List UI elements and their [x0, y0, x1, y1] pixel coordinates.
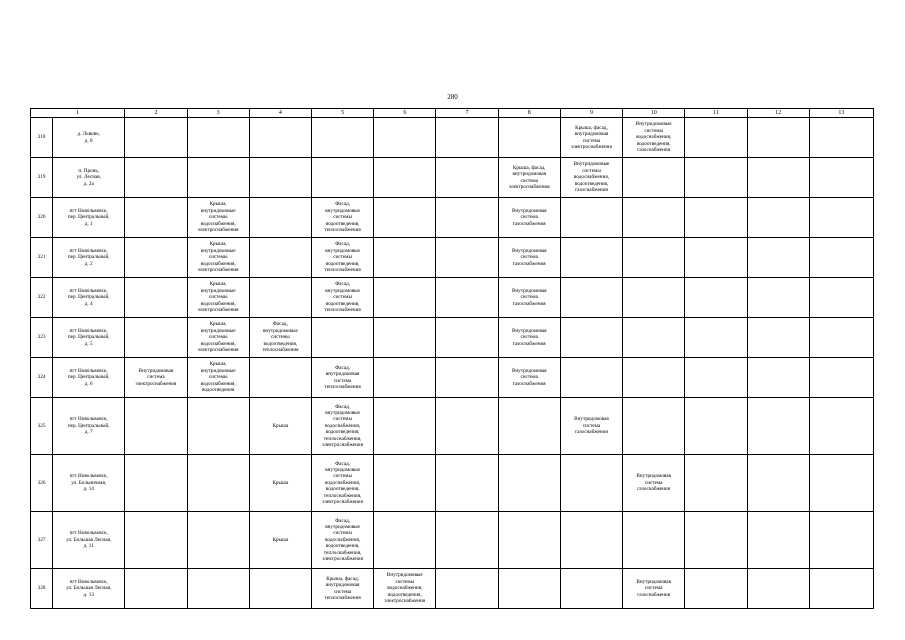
- work-cell-col-3: Крыша, внутридомовые системы водоснабжения, электроснабжения: [187, 238, 249, 278]
- work-cell-col-2: [125, 118, 187, 158]
- work-cell-col-7: [436, 158, 498, 198]
- work-cell-col-9: Внутридомовые системы водоснабжения, водоотведения, газоснабжения: [560, 158, 622, 198]
- work-cell-col-11: [685, 158, 747, 198]
- work-cell-col-3: Крыша, внутридомовые системы водоснабжения, электроснабжения: [187, 198, 249, 238]
- work-cell-col-5: Фасад, внутридомовые системы водоснабжения, водоотведения, теплоснабжения, электроснабжения: [311, 455, 373, 512]
- address-cell: пгт Новольвовск, пер. Центральный, д. 4: [53, 278, 125, 318]
- work-cell-col-8: Внутридомовая система газоснабжения: [498, 198, 560, 238]
- work-cell-col-6: [374, 278, 436, 318]
- work-cell-col-12: [747, 455, 809, 512]
- work-cell-col-10: [623, 238, 685, 278]
- work-cell-col-12: [747, 318, 809, 358]
- work-cell-col-9: [560, 358, 622, 398]
- work-cell-col-13: [809, 398, 873, 455]
- work-cell-col-10: [623, 512, 685, 569]
- work-cell-col-10: [623, 198, 685, 238]
- work-cell-col-6: [374, 158, 436, 198]
- work-cell-col-3: [187, 512, 249, 569]
- work-cell-col-8: Внутридомовая система газоснабжения: [498, 318, 560, 358]
- column-number-3: 3: [187, 109, 249, 118]
- work-cell-col-4: [249, 158, 311, 198]
- work-cell-col-9: [560, 512, 622, 569]
- work-cell-col-7: [436, 398, 498, 455]
- work-cell-col-10: [623, 318, 685, 358]
- work-cell-col-10: [623, 398, 685, 455]
- work-cell-col-11: [685, 278, 747, 318]
- work-cell-col-9: [560, 318, 622, 358]
- work-cell-col-8: Внутридомовая система газоснабжения: [498, 278, 560, 318]
- column-number-1: 1: [31, 109, 125, 118]
- work-cell-col-12: [747, 358, 809, 398]
- column-number-4: 4: [249, 109, 311, 118]
- column-number-10: 10: [623, 109, 685, 118]
- column-number-2: 2: [125, 109, 187, 118]
- work-cell-col-12: [747, 198, 809, 238]
- work-cell-col-11: [685, 358, 747, 398]
- work-cell-col-5: Крыша, фасад, внутридомовая система теплоснабжения: [311, 569, 373, 609]
- work-cell-col-3: [187, 455, 249, 512]
- address-cell: пгт Новольвовск, пер. Центральный, д. 7: [53, 398, 125, 455]
- row-number: 319: [31, 158, 53, 198]
- work-cell-col-3: [187, 569, 249, 609]
- table-row: [31, 198, 874, 238]
- work-cell-col-10: [623, 358, 685, 398]
- work-cell-col-8: Крыша, фасад, внутридомовая система электроснабжения: [498, 158, 560, 198]
- row-number: 321: [31, 238, 53, 278]
- row-number: 323: [31, 318, 53, 358]
- work-cell-col-6: [374, 398, 436, 455]
- work-cell-col-2: [125, 158, 187, 198]
- work-cell-col-3: Крыша, внутридомовые системы водоснабжения, электроснабжения: [187, 278, 249, 318]
- column-number-row: [31, 109, 874, 118]
- work-cell-col-6: [374, 358, 436, 398]
- work-cell-col-2: [125, 238, 187, 278]
- work-cell-col-11: [685, 318, 747, 358]
- work-cell-col-3: [187, 158, 249, 198]
- work-cell-col-11: [685, 512, 747, 569]
- work-cell-col-10: Внутридомовая система газоснабжения: [623, 569, 685, 609]
- work-cell-col-5: [311, 158, 373, 198]
- work-cell-col-2: [125, 278, 187, 318]
- work-cell-col-6: [374, 455, 436, 512]
- table-row: [31, 455, 874, 512]
- work-cell-col-7: [436, 198, 498, 238]
- work-cell-col-8: Внутридомовая система газоснабжения: [498, 358, 560, 398]
- column-number-9: 9: [560, 109, 622, 118]
- work-cell-col-12: [747, 278, 809, 318]
- row-number: 327: [31, 512, 53, 569]
- work-cell-col-12: [747, 512, 809, 569]
- work-cell-col-8: [498, 118, 560, 158]
- table-row: [31, 278, 874, 318]
- work-cell-col-13: [809, 278, 873, 318]
- row-number: 318: [31, 118, 53, 158]
- work-cell-col-2: Внутридомовая система электроснабжения: [125, 358, 187, 398]
- work-cell-col-8: [498, 569, 560, 609]
- work-cell-col-10: [623, 278, 685, 318]
- work-cell-col-12: [747, 569, 809, 609]
- work-cell-col-13: [809, 118, 873, 158]
- table-row: [31, 512, 874, 569]
- address-cell: д. Львово, д. 8: [53, 118, 125, 158]
- work-cell-col-4: [249, 238, 311, 278]
- work-cell-col-8: [498, 398, 560, 455]
- column-number-13: 13: [809, 109, 873, 118]
- work-cell-col-6: [374, 118, 436, 158]
- work-cell-col-5: Фасад, внутридомовые системы водоотведения, теплоснабжения: [311, 198, 373, 238]
- work-cell-col-3: [187, 398, 249, 455]
- column-number-6: 6: [374, 109, 436, 118]
- address-cell: пгт Новольвовск, ул. Больничная, д. 14: [53, 455, 125, 512]
- column-number-7: 7: [436, 109, 498, 118]
- work-cell-col-4: [249, 358, 311, 398]
- work-cell-col-4: [249, 118, 311, 158]
- work-cell-col-7: [436, 569, 498, 609]
- work-cell-col-11: [685, 238, 747, 278]
- work-cell-col-6: [374, 318, 436, 358]
- work-cell-col-4: Фасад, внутридомовые системы водоотведения, теплоснабжения: [249, 318, 311, 358]
- work-cell-col-10: Внутридомовая система газоснабжения: [623, 455, 685, 512]
- row-number: 324: [31, 358, 53, 398]
- work-cell-col-5: Фасад, внутридомовые системы водоснабжения, водоотведения, теплоснабжения, электроснабжения: [311, 398, 373, 455]
- work-cell-col-12: [747, 398, 809, 455]
- work-cell-col-2: [125, 512, 187, 569]
- work-cell-col-13: [809, 358, 873, 398]
- work-cell-col-2: [125, 398, 187, 455]
- work-cell-col-7: [436, 512, 498, 569]
- column-number-8: 8: [498, 109, 560, 118]
- column-number-12: 12: [747, 109, 809, 118]
- work-cell-col-9: [560, 198, 622, 238]
- work-cell-col-12: [747, 238, 809, 278]
- work-cell-col-7: [436, 318, 498, 358]
- table-row: [31, 238, 874, 278]
- row-number: 326: [31, 455, 53, 512]
- work-cell-col-2: [125, 318, 187, 358]
- work-cell-col-11: [685, 569, 747, 609]
- work-cell-col-4: Крыша: [249, 398, 311, 455]
- work-cell-col-4: Крыша: [249, 455, 311, 512]
- work-cell-col-6: Внутридомовые системы водоснабжения, водоотведения, электроснабжения: [374, 569, 436, 609]
- table-row: [31, 358, 874, 398]
- work-cell-col-2: [125, 198, 187, 238]
- work-cell-col-2: [125, 569, 187, 609]
- work-cell-col-3: Крыша, внутридомовые системы водоснабжения, водоотведения: [187, 358, 249, 398]
- work-cell-col-10: Внутридомовые системы водоснабжения, водоотведения, газоснабжения: [623, 118, 685, 158]
- table-row: [31, 118, 874, 158]
- work-cell-col-5: Фасад, внутридомовая система теплоснабжения: [311, 358, 373, 398]
- work-cell-col-7: [436, 278, 498, 318]
- address-cell: п. Пронь, ул. Лесная, д. 2а: [53, 158, 125, 198]
- work-cell-col-3: Крыша, внутридомовые системы водоснабжения, электроснабжения: [187, 318, 249, 358]
- work-cell-col-9: [560, 569, 622, 609]
- column-number-11: 11: [685, 109, 747, 118]
- work-cell-col-6: [374, 198, 436, 238]
- work-cell-col-4: [249, 569, 311, 609]
- work-cell-col-4: [249, 198, 311, 238]
- work-cell-col-13: [809, 455, 873, 512]
- work-cell-col-9: [560, 455, 622, 512]
- table-row: [31, 398, 874, 455]
- work-cell-col-2: [125, 455, 187, 512]
- work-cell-col-8: [498, 455, 560, 512]
- work-cell-col-11: [685, 198, 747, 238]
- work-cell-col-11: [685, 455, 747, 512]
- table-row: [31, 158, 874, 198]
- work-cell-col-5: [311, 118, 373, 158]
- work-cell-col-8: [498, 512, 560, 569]
- row-number: 320: [31, 198, 53, 238]
- address-cell: пгт Новольвовск, ул. Большая Лесная, д. 13: [53, 569, 125, 609]
- work-cell-col-6: [374, 512, 436, 569]
- address-cell: пгт Новольвовск, пер. Центральный, д. 2: [53, 238, 125, 278]
- work-cell-col-4: [249, 278, 311, 318]
- row-number: 325: [31, 398, 53, 455]
- capital-repair-table: [30, 108, 874, 609]
- work-cell-col-13: [809, 158, 873, 198]
- work-cell-col-13: [809, 318, 873, 358]
- work-cell-col-13: [809, 198, 873, 238]
- work-cell-col-3: [187, 118, 249, 158]
- work-cell-col-9: [560, 278, 622, 318]
- work-cell-col-8: Внутридомовая система газоснабжения: [498, 238, 560, 278]
- page-number: 280: [447, 93, 458, 101]
- work-cell-col-4: Крыша: [249, 512, 311, 569]
- work-cell-col-6: [374, 238, 436, 278]
- work-cell-col-11: [685, 118, 747, 158]
- address-cell: пгт Новольвовск, пер. Центральный, д. 6: [53, 358, 125, 398]
- work-cell-col-7: [436, 118, 498, 158]
- work-cell-col-13: [809, 569, 873, 609]
- address-cell: пгт Новольвовск, ул. Большая Лесная, д. 11: [53, 512, 125, 569]
- work-cell-col-5: Фасад, внутридомовые системы водоснабжения, водоотведения, теплоснабжения, электроснабжения: [311, 512, 373, 569]
- work-cell-col-9: [560, 238, 622, 278]
- address-cell: пгт Новольвовск, пер. Центральный, д. 1: [53, 198, 125, 238]
- address-cell: пгт Новольвовск, пер. Центральный, д. 5: [53, 318, 125, 358]
- work-cell-col-9: Крыша, фасад, внутридомовая система электроснабжения: [560, 118, 622, 158]
- table-row: [31, 318, 874, 358]
- work-cell-col-12: [747, 118, 809, 158]
- row-number: 322: [31, 278, 53, 318]
- work-cell-col-5: Фасад, внутридомовые системы водоотведения, теплоснабжения: [311, 278, 373, 318]
- table-body: [31, 118, 874, 609]
- work-cell-col-13: [809, 238, 873, 278]
- work-cell-col-5: [311, 318, 373, 358]
- work-cell-col-7: [436, 455, 498, 512]
- row-number: 328: [31, 569, 53, 609]
- work-cell-col-10: [623, 158, 685, 198]
- work-cell-col-11: [685, 398, 747, 455]
- work-cell-col-5: Фасад, внутридомовые системы водоотведения, теплоснабжения: [311, 238, 373, 278]
- table-row: [31, 569, 874, 609]
- column-number-5: 5: [311, 109, 373, 118]
- work-cell-col-9: Внутридомовая система газоснабжения: [560, 398, 622, 455]
- work-cell-col-7: [436, 358, 498, 398]
- work-cell-col-13: [809, 512, 873, 569]
- work-cell-col-7: [436, 238, 498, 278]
- work-cell-col-12: [747, 158, 809, 198]
